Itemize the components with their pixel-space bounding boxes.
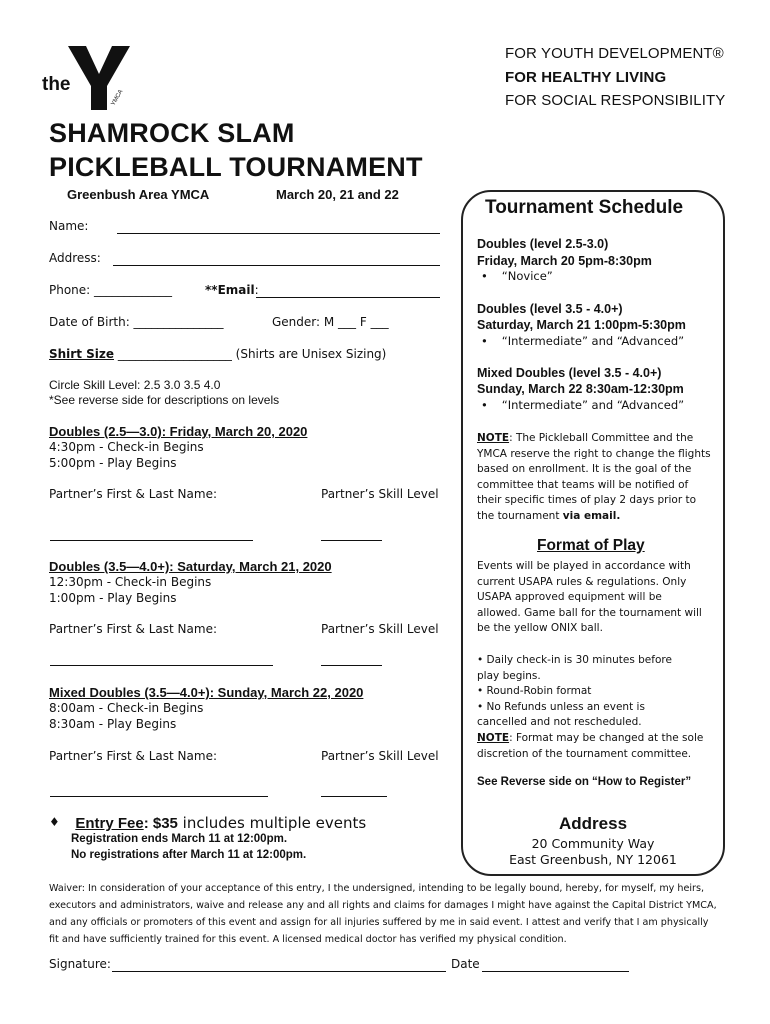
address-title: Address: [559, 814, 628, 833]
tagline-social: FOR SOCIAL RESPONSIBILITY: [505, 92, 726, 109]
entry-fee-amount: $35: [152, 815, 178, 832]
event-2-heading: Doubles (3.5—4.0+): Saturday, March 21, 2020: [49, 559, 332, 574]
email-prefix: **: [205, 283, 218, 297]
event-3-partner-name-label: Partner’s First & Last Name:: [49, 749, 217, 763]
rule-line-3: • Round-Robin format: [477, 685, 592, 698]
note-line-2: YMCA reserve the right to change the flights: [477, 447, 711, 460]
event-1-partner-skill-field[interactable]: [321, 540, 382, 541]
event-1-checkin: 4:30pm - Check-in Begins: [49, 440, 204, 454]
entry-fee-label: Entry Fee: [75, 815, 144, 832]
diamond-bullet-icon: ♦: [49, 815, 60, 829]
format-line-3: USAPA approved equipment will be: [477, 591, 662, 604]
rule-line-1: • Daily check-in is 30 minutes before: [477, 654, 672, 666]
shirt-size-label: Shirt Size: [49, 347, 115, 361]
ymca-y-icon: [66, 44, 132, 112]
event-1-play: 5:00pm - Play Begins: [49, 456, 177, 470]
rule-line-5: cancelled and not rescheduled.: [477, 716, 642, 729]
email-label: [205, 283, 259, 297]
phone-field[interactable]: [49, 283, 172, 297]
event-2-partner-skill-field[interactable]: [321, 665, 382, 666]
bullet-icon: •: [481, 334, 488, 348]
title-line-1: SHAMROCK SLAM: [49, 118, 295, 148]
address-line-1: 20 Community Way: [531, 836, 655, 851]
event-1-partner-name-field[interactable]: [50, 540, 253, 541]
schedule-item-3-level-text: “Intermediate” and “Advanced”: [501, 398, 685, 412]
format-line-4: allowed. Game ball for the tournament will: [477, 606, 702, 619]
schedule-item-3-title: Mixed Doubles (level 3.5 - 4.0+): [477, 366, 662, 380]
entry-fee-colon: :: [143, 815, 153, 832]
event-2-partner-name-field[interactable]: [50, 665, 273, 666]
schedule-title: Tournament Schedule: [485, 197, 684, 218]
date-label: Date: [451, 957, 480, 971]
note-line-4: committee that teams will be notified of: [477, 478, 689, 491]
schedule-item-3-time: Sunday, March 22 8:30am-12:30pm: [477, 382, 684, 396]
event-2-partner-name-label: Partner’s First & Last Name:: [49, 622, 217, 636]
note-line-6: the tournament: [477, 509, 563, 522]
format-line-2: current USAPA rules & regulations. Only: [477, 575, 687, 588]
rules-list: [477, 653, 703, 762]
schedule-panel: [461, 190, 725, 876]
date-field[interactable]: [482, 971, 629, 972]
dob-field[interactable]: Date of Birth: _______________: [49, 315, 224, 329]
event-3-heading: Mixed Doubles (3.5—4.0+): Sunday, March 22, 2020: [49, 685, 364, 700]
logo-small-text: YMCA: [110, 88, 125, 107]
registration-cutoff: No registrations after March 11 at 12:00pm.: [71, 849, 307, 861]
email-colon: :: [254, 283, 259, 297]
subtitle-location: Greenbush Area YMCA: [67, 187, 210, 202]
schedule-item-1-time: Friday, March 20 5pm-8:30pm: [477, 254, 652, 268]
entry-fee-rest: includes multiple events: [177, 814, 367, 832]
schedule-item-2-time: Saturday, March 21 1:00pm-5:30pm: [477, 318, 686, 332]
registration-deadline: Registration ends March 11 at 12:00pm.: [71, 833, 288, 845]
format-line-1: Events will be played in accordance with: [477, 560, 691, 572]
shirt-size-field[interactable]: [49, 347, 386, 361]
signature-field[interactable]: [112, 971, 446, 972]
event-3-partner-skill-field[interactable]: [321, 796, 387, 797]
event-1-partner-name-label: Partner’s First & Last Name:: [49, 487, 217, 501]
note-line-1: : The Pickleball Committee and the: [509, 432, 694, 444]
subtitle-dates: March 20, 21 and 22: [276, 187, 399, 202]
rule-line-4: • No Refunds unless an event is: [477, 700, 645, 713]
address-label: Address:: [49, 251, 101, 265]
event-3-play: 8:30am - Play Begins: [49, 717, 177, 731]
event-2-partner-skill-label: Partner’s Skill Level: [321, 622, 439, 636]
title-line-2: PICKLEBALL TOURNAMENT: [49, 152, 423, 182]
schedule-item-1-level: [481, 269, 553, 283]
event-3-partner-skill-label: Partner’s Skill Level: [321, 749, 439, 763]
schedule-item-2-title: Doubles (level 3.5 - 4.0+): [477, 302, 623, 316]
format-title: Format of Play: [537, 537, 645, 554]
signature-label: Signature:: [49, 957, 111, 971]
name-field[interactable]: [117, 233, 440, 234]
event-3-checkin: 8:00am - Check-in Begins: [49, 701, 204, 715]
address-line-2: East Greenbush, NY 12061: [509, 852, 677, 867]
schedule-note: [477, 431, 711, 525]
note-2-line-1: : Format may be changed at the sole: [509, 731, 704, 744]
note-2-label: NOTE: [477, 731, 510, 744]
name-label: Name:: [49, 219, 89, 233]
schedule-item-2-level-text: “Intermediate” and “Advanced”: [501, 334, 685, 348]
rule-line-2: play begins.: [477, 669, 541, 682]
schedule-item-3-level: [481, 398, 684, 412]
logo-word-the: the: [42, 74, 71, 95]
ymca-logo: [42, 44, 132, 112]
waiver-text: Waiver: In consideration of your acceptance of this entry, I the undersigned, intending to be legally bound, hereby, for myself, my heirs, executors and administrators, waive and release any and all rights and claims for damages I might have against the Capital District YMCA, and any officials or promoters of this event and assign for all injuries suffered by me in said event. I attest and verify that I am physically fit and have sufficiently trained for this event. A licensed medical doctor has verified my physical condition.: [49, 883, 717, 945]
schedule-item-1-level-text: “Novice”: [501, 269, 553, 283]
email-field[interactable]: [256, 297, 440, 298]
tagline-healthy: FOR HEALTHY LIVING: [505, 69, 667, 86]
gender-field[interactable]: Gender: M ___ F ___: [272, 315, 389, 329]
reverse-side-note: See Reverse side on “How to Register”: [477, 776, 692, 788]
schedule-item-2-level: [481, 334, 684, 348]
event-2-checkin: 12:30pm - Check-in Begins: [49, 575, 212, 589]
event-3-partner-name-field[interactable]: [50, 796, 268, 797]
format-line-5: be the yellow ONIX ball.: [477, 622, 603, 635]
note-label: NOTE: [477, 432, 510, 444]
entry-fee: [49, 814, 366, 832]
format-text: [477, 559, 702, 637]
bullet-icon: •: [481, 398, 488, 412]
note-tail: via email.: [562, 509, 621, 522]
note-line-3: based on enrollment. It is the goal of the: [477, 463, 692, 476]
shirt-size-line: ___________________ (Shirts are Unisex Sizing): [114, 347, 387, 361]
skill-level-note: *See reverse side for descriptions on levels: [49, 393, 280, 407]
event-1-partner-skill-label: Partner’s Skill Level: [321, 487, 439, 501]
email-word: Email: [217, 283, 255, 297]
schedule-item-1-title: Doubles (level 2.5-3.0): [477, 237, 609, 251]
event-1-heading: Doubles (2.5—3.0): Friday, March 20, 2020: [49, 424, 308, 439]
phone-label: Phone: _____________: [49, 283, 173, 297]
address-field[interactable]: [113, 265, 440, 266]
event-2-play: 1:00pm - Play Begins: [49, 591, 177, 605]
note-2-line-2: discretion of the tournament committee.: [477, 747, 692, 760]
note-line-5: their specific times of play 2 days prior to: [477, 494, 697, 507]
tagline-youth: FOR YOUTH DEVELOPMENT®: [505, 45, 724, 62]
bullet-icon: •: [481, 269, 488, 283]
skill-level-options[interactable]: Circle Skill Level: 2.5 3.0 3.5 4.0: [49, 378, 221, 392]
